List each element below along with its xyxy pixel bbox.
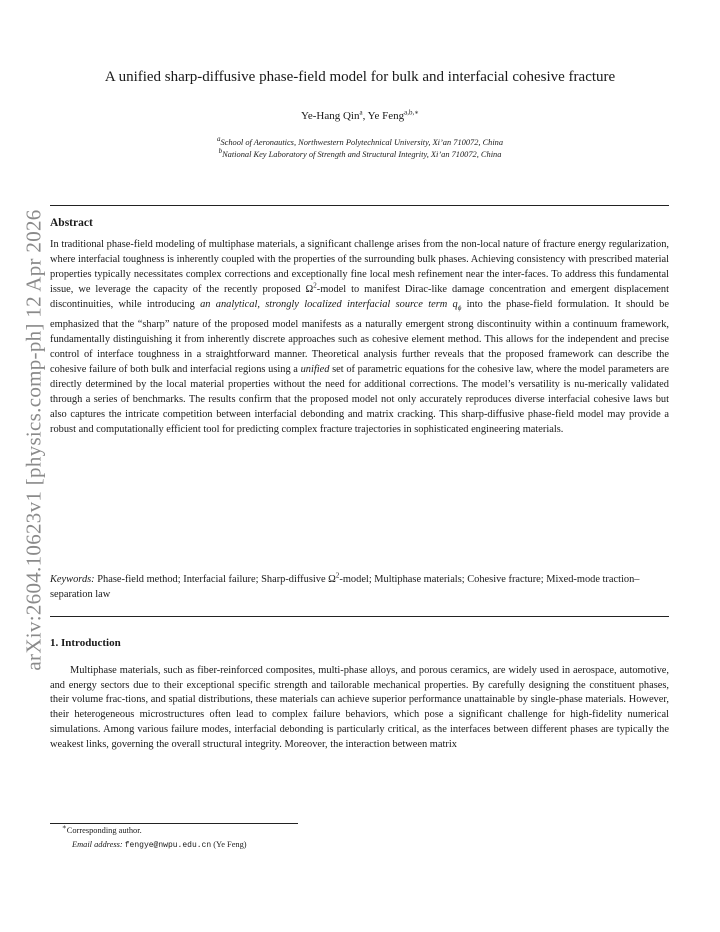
abstract-text: [50, 237, 669, 437]
superscript: 2: [335, 571, 340, 580]
email-link[interactable]: fengye@nwpu.edu.cn: [124, 841, 212, 850]
footnote-corresponding: [62, 823, 142, 835]
abstract-emphasis: unified: [300, 363, 330, 375]
author-name[interactable]: Ye Feng: [367, 110, 405, 122]
author-affil-mark: a,b,∗: [404, 108, 420, 117]
abstract-heading: Abstract: [50, 217, 93, 229]
affiliation-b: [50, 149, 670, 161]
author-affil-mark: a: [359, 108, 363, 117]
keywords-text: -model; Multiphase materials; Cohesive fracture; Mixed-mode traction–separation law: [50, 574, 640, 601]
abstract-bottom-rule: [50, 616, 669, 617]
affil-text: School of Aeronautics, Northwestern Polytechnical University, Xi’an 710072, China: [220, 138, 504, 147]
author-line: [50, 110, 670, 122]
abstract-part: In traditional phase-field modeling of multiphase materials, a significant challenge arises from the non-local nature of fracture energy regularization, where interfacial toughness is inherently coupled with the properties of the surrounding bulk phases. Achieving consistency with prescribed material properties typically necessitates complex corrections and exceptionally fine local mesh refinement near the inter-faces. To address this fundamental issue, we leverage the capacity of the recently proposed Ω: [50, 239, 669, 296]
section-heading-introduction: 1. Introduction: [50, 637, 121, 649]
abstract-top-rule: [50, 205, 669, 206]
footnote-rule: [50, 823, 298, 824]
affil-text: National Key Laboratory of Strength and Structural Integrity, Xi’an 710072, China: [222, 150, 502, 159]
keywords-label: Keywords:: [50, 574, 95, 585]
affil-mark: b: [218, 147, 223, 156]
affil-mark: a: [216, 135, 221, 144]
superscript: 2: [313, 281, 317, 290]
keywords: [50, 572, 669, 602]
paper-title: A unified sharp-diffusive phase-field model for bulk and interfacial cohesive fracture: [104, 69, 616, 85]
email-label: Email address:: [72, 840, 123, 849]
abstract-part: -model to manifest Dirac-like damage concentration and emergent displacement discontinuities, while introducing: [50, 284, 669, 311]
arxiv-side-label: arXiv:2604.10623v1 [physics.comp-ph] 12 Apr 2026: [21, 209, 46, 671]
affiliations: [50, 137, 670, 161]
intro-paragraph: Multiphase materials, such as fiber-reinforced composites, multi-phase alloys, and porous ceramics, are widely used in aerospace, automotive, and energy sectors due to their exceptional specific strength and tailorable mechanical properties. By carefully designing the constituent phases, their volume frac-tions, and spatial distributions, these materials can achieve superior performance unattainable by single-phase materials. However, their heterogeneous microstructures often lead to complex failure behaviors, which pose a significant challenge for high-fidelity numerical simulations. Among various failure modes, interfacial debonding is particularly critical, as the interfaces between different phases are typically the weakest links, governing the overall structural integrity. Moreover, the interaction between matrix: [50, 665, 669, 750]
email-owner: (Ye Feng): [211, 840, 247, 849]
abstract-emphasis: an analytical, strongly localized interfacial source term q: [200, 299, 458, 311]
subscript: ϕ: [457, 304, 462, 313]
footnote-text: Corresponding author.: [66, 826, 142, 835]
abstract-part: set of parametric equations for the cohesive law, where the model parameters are directly determined by the local material properties without the need for additional corrections. The model’s versatility is nu-merically validated through a series of benchmarks. The results confirm that the proposed model not only accurately reproduces diverse interfacial cohesive laws but also captures the intricate competition between interfacial debonding and matrix cracking. This sharp-diffusive phase-field model may provide a robust and computationally efficient tool for predicting complex fracture trajectories in sophisticated engineering materials.: [50, 363, 669, 436]
author-name[interactable]: Ye-Hang Qin: [300, 110, 360, 122]
affiliation-a: [50, 137, 670, 149]
keywords-text: Phase-field method; Interfacial failure; Sharp-diffusive Ω: [94, 574, 336, 585]
footnote-mark: ∗: [62, 823, 67, 832]
abstract-part: into the phase-field formulation. It should be emphasized that the “sharp” nature of the proposed model manifests as a naturally emergent strong discontinuity within a continuum framework, fundamentally distinguishing it from inherently discrete approaches such as cohesive element method. This allows for the independent and precise control of interface toughness in a straightforward manner. Theoretical analysis further reveals that the proposed framework can describe the cohesive failure of both bulk and interfacial regions using a: [50, 299, 669, 375]
author-separator: ,: [362, 110, 368, 122]
footnote-email: [72, 840, 247, 850]
